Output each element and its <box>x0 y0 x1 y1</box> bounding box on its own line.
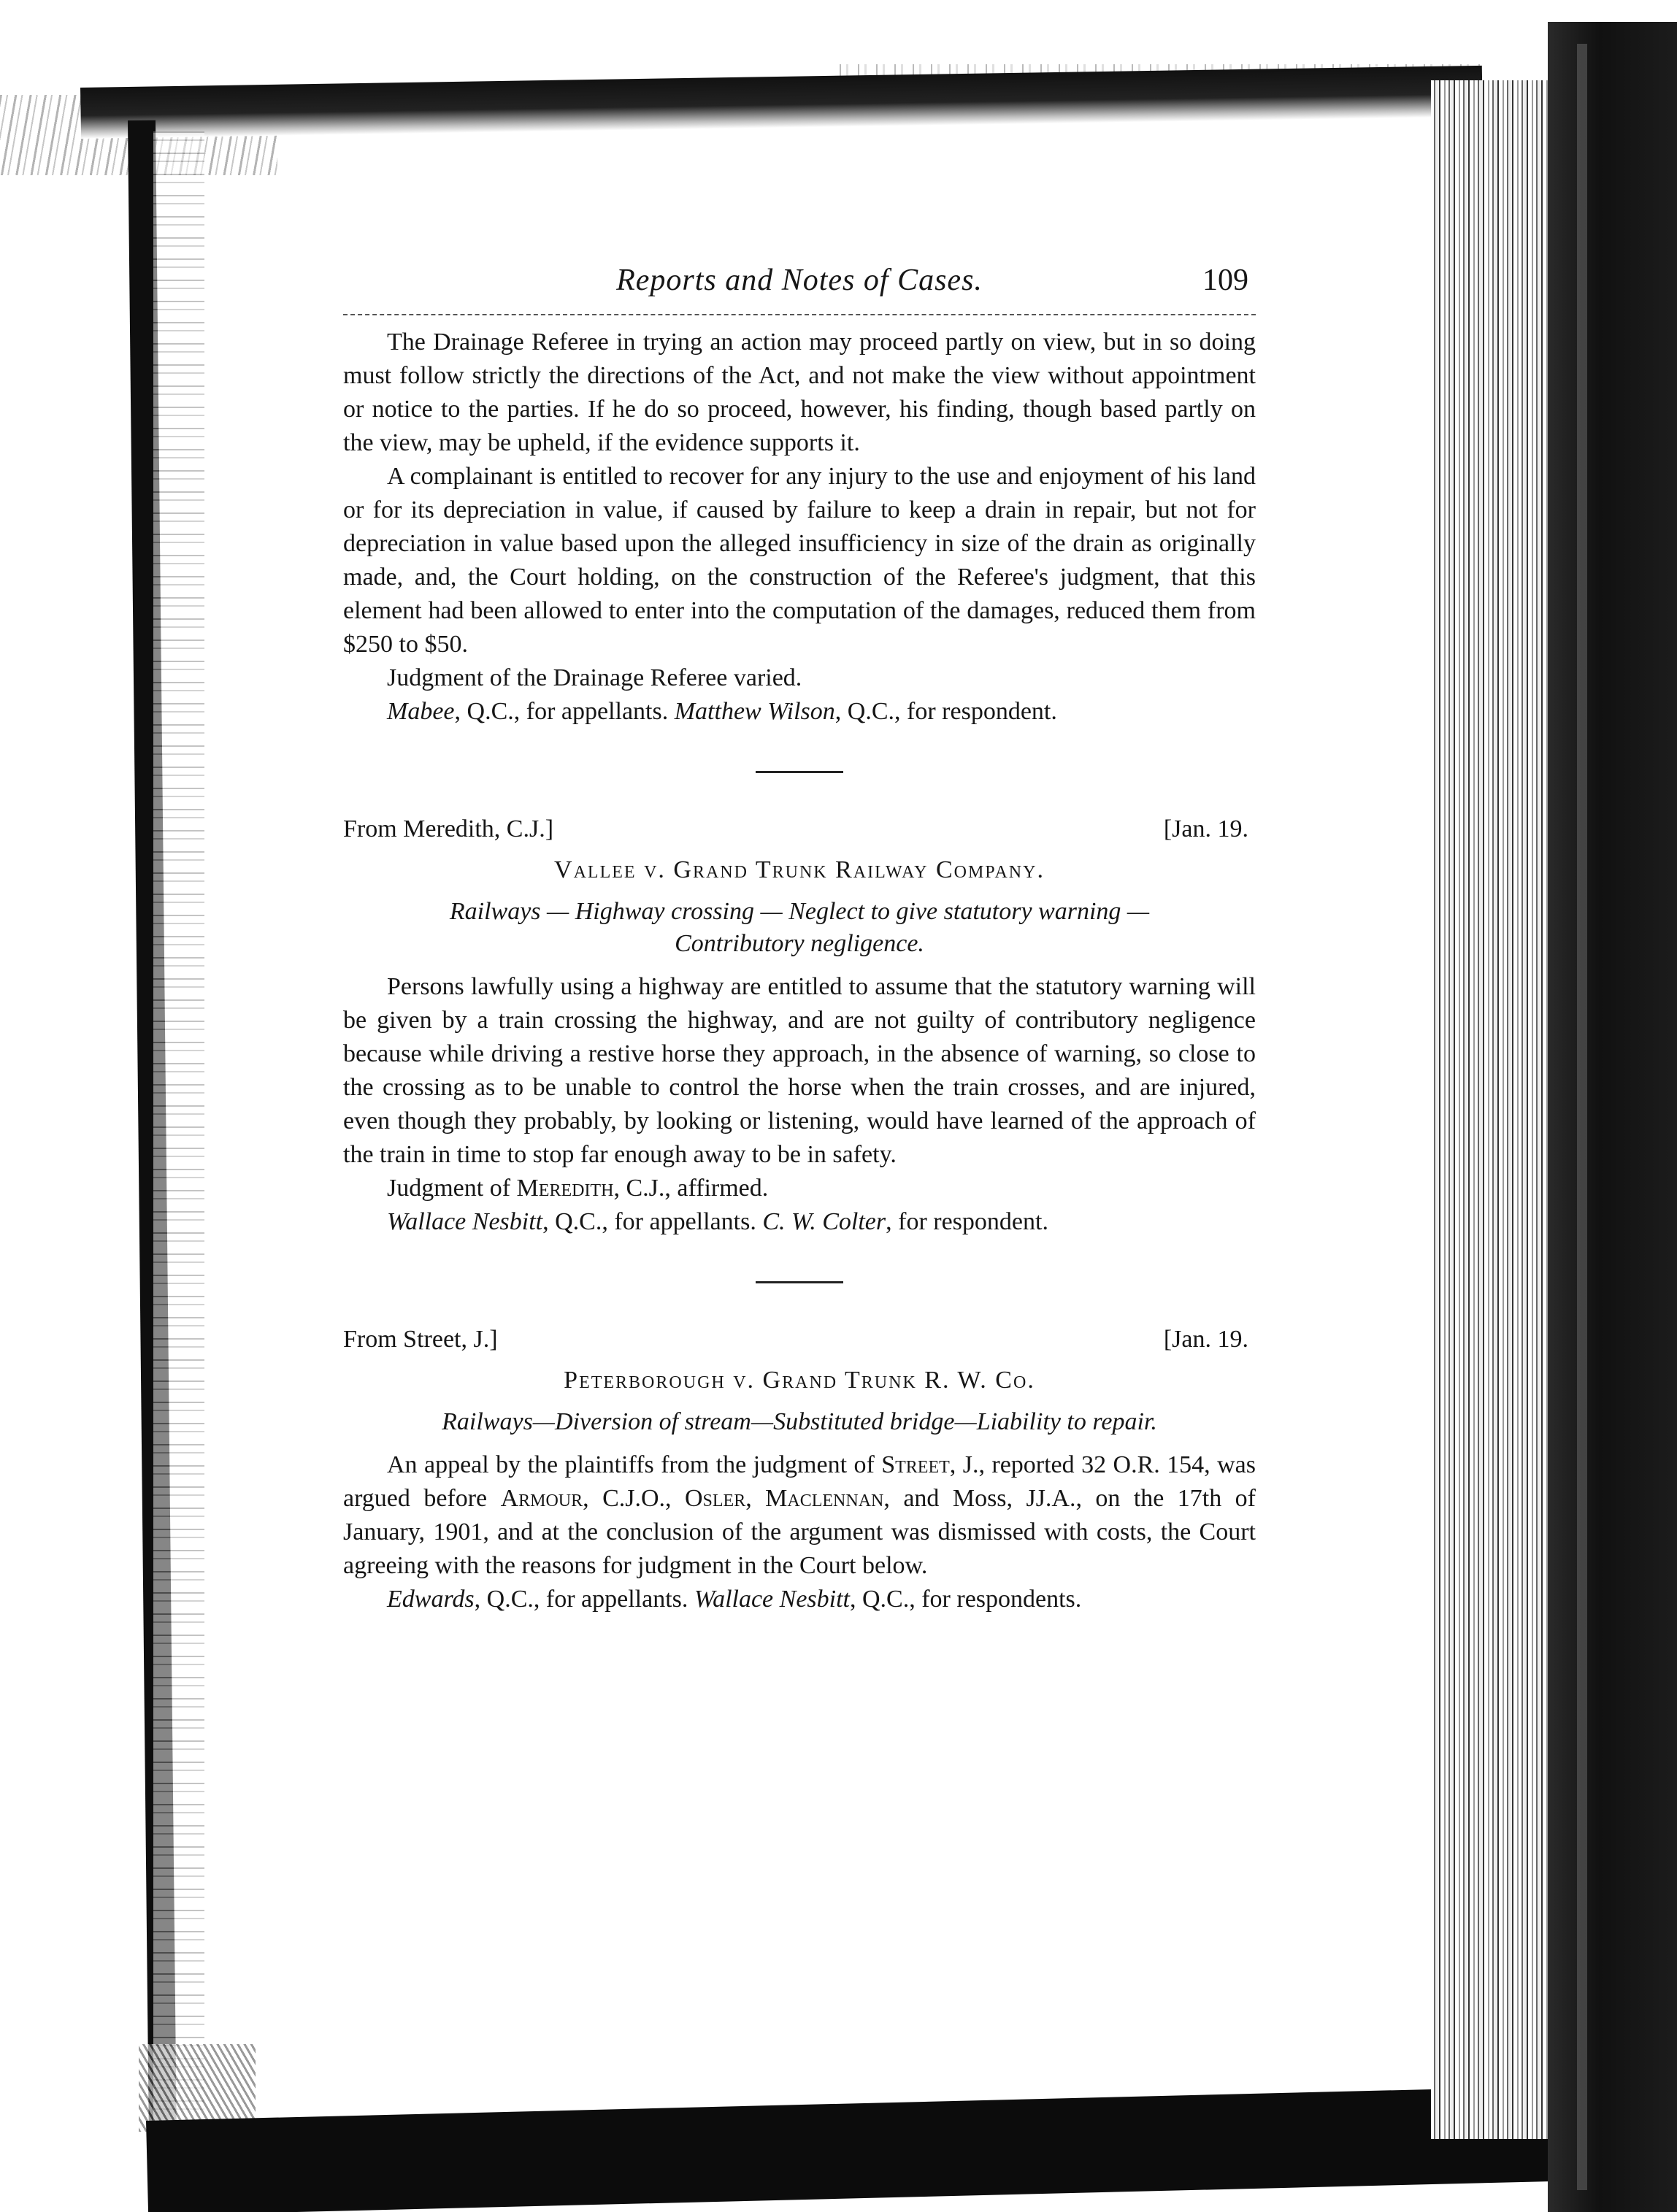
judge-name: Meredith <box>516 1175 614 1202</box>
counsel-name: C. W. Colter <box>762 1208 886 1235</box>
case-vallee <box>343 813 1256 1239</box>
case-title: Peterborough v. Grand Trunk R. W. Co. <box>564 1367 1035 1394</box>
case-title: Vallee v. Grand Trunk Railway Company. <box>554 856 1045 883</box>
body-text: An appeal by the plaintiffs from the judgment of <box>387 1451 882 1478</box>
judge-name: Osler <box>684 1485 746 1512</box>
body-text: , <box>745 1485 766 1512</box>
scan-noise-left <box>153 131 204 2161</box>
judgment-text: Judgment of <box>387 1175 517 1202</box>
case-date: [Jan. 19. <box>1163 815 1248 842</box>
case-separator <box>756 771 843 773</box>
judge-name: Street <box>881 1451 950 1478</box>
running-head <box>343 263 1256 314</box>
body-text: , C.J.O., <box>583 1485 685 1512</box>
body-text: , and Moss, JJ.A., on the 17th of January, 1901, and at the conclusion of the argument was dismissed with costs, the Court agreeing with the reasons for judgment in the Court below. <box>343 1485 1256 1579</box>
page-text-block <box>343 263 1256 1616</box>
case-headnote <box>343 896 1256 960</box>
case-date: [Jan. 19. <box>1163 1326 1248 1353</box>
counsel-role: , Q.C., for appellants. <box>454 698 669 725</box>
counsel-name: Edwards <box>387 1586 475 1613</box>
from-court: From Street, J.] <box>343 1326 498 1353</box>
case-three-counsel <box>343 1583 1256 1616</box>
judge-name: Maclennan <box>765 1485 884 1512</box>
book-cover-right <box>1548 22 1677 2212</box>
counsel-role: , Q.C., for respondent. <box>834 698 1057 725</box>
case-headnote: Railways—Diversion of stream—Substituted bridge—Liability to repair. <box>442 1408 1157 1435</box>
headnote-line: Railways — Highway crossing — Neglect to give statutory warning — <box>449 898 1150 925</box>
header-rule <box>343 314 1256 315</box>
case-one-counsel <box>343 695 1256 729</box>
page-number: 109 <box>1202 264 1248 297</box>
case-three-body <box>343 1448 1256 1583</box>
book-cover-highlight <box>1577 44 1587 2190</box>
case-two-body: Persons lawfully using a highway are entitled to assume that the statutory warning will be given by a train crossing the highway, and are not guilty of contributory negligence because while driving a restive horse they approach, in the absence of warning, so close to the crossing as to be unable to control the horse when the train crosses, and are injured, even though they probably, by looking or listening, would have learned of the approach of the train in time to stop far enough away to be in safety. <box>343 973 1256 1168</box>
counsel-name: Wallace Nesbitt <box>694 1586 850 1613</box>
from-line <box>343 813 1256 846</box>
case-drainage-continued <box>343 326 1256 729</box>
counsel-name: Matthew Wilson <box>674 698 835 725</box>
case-peterborough <box>343 1323 1256 1616</box>
counsel-role: , Q.C., for appellants. <box>542 1208 756 1235</box>
counsel-role: , Q.C., for respondents. <box>850 1586 1082 1613</box>
case-one-judgment: Judgment of the Drainage Referee varied. <box>387 664 802 691</box>
book-bottom-edge <box>146 2086 1572 2212</box>
body-text: , J., reported 32 O.R. 154, was argued before <box>343 1451 1256 1512</box>
case-separator <box>756 1281 843 1283</box>
from-line <box>343 1323 1256 1356</box>
counsel-name: Mabee <box>387 698 455 725</box>
counsel-role: , Q.C., for appellants. <box>474 1586 688 1613</box>
case-two-judgment <box>343 1172 1256 1205</box>
book-top-edge <box>80 66 1483 139</box>
case-one-paragraph-2: A complainant is entitled to recover for any injury to the use and enjoyment of his land or for its depreciation in value, if caused by failure to keep a drain in repair, but not for depreciation in value based upon the alleged insufficiency in size of the drain as originally made, and, the Court holding, on the construction of the Referee's judgment, that this element had been allowed to enter into the computation of the damages, reduced them from $250 to $50. <box>343 463 1256 658</box>
running-title: Reports and Notes of Cases. <box>616 264 983 297</box>
judgment-text: , C.J., affirmed. <box>613 1175 769 1202</box>
counsel-role: , for respondent. <box>886 1208 1048 1235</box>
counsel-name: Wallace Nesbitt <box>387 1208 543 1235</box>
judge-name: Armour <box>500 1485 583 1512</box>
case-one-paragraph-1: The Drainage Referee in trying an action may proceed partly on view, but in so doing must follow strictly the directions of the Act, and not make the view without appointment or notice to the parties. If he do so proceed, however, his finding, though based partly on the view, may be upheld, if the evidence supports it. <box>343 329 1256 456</box>
case-two-counsel <box>343 1205 1256 1239</box>
headnote-line: Contributory negligence. <box>675 930 924 957</box>
book-page-edges <box>1431 80 1555 2139</box>
from-court: From Meredith, C.J.] <box>343 815 554 842</box>
